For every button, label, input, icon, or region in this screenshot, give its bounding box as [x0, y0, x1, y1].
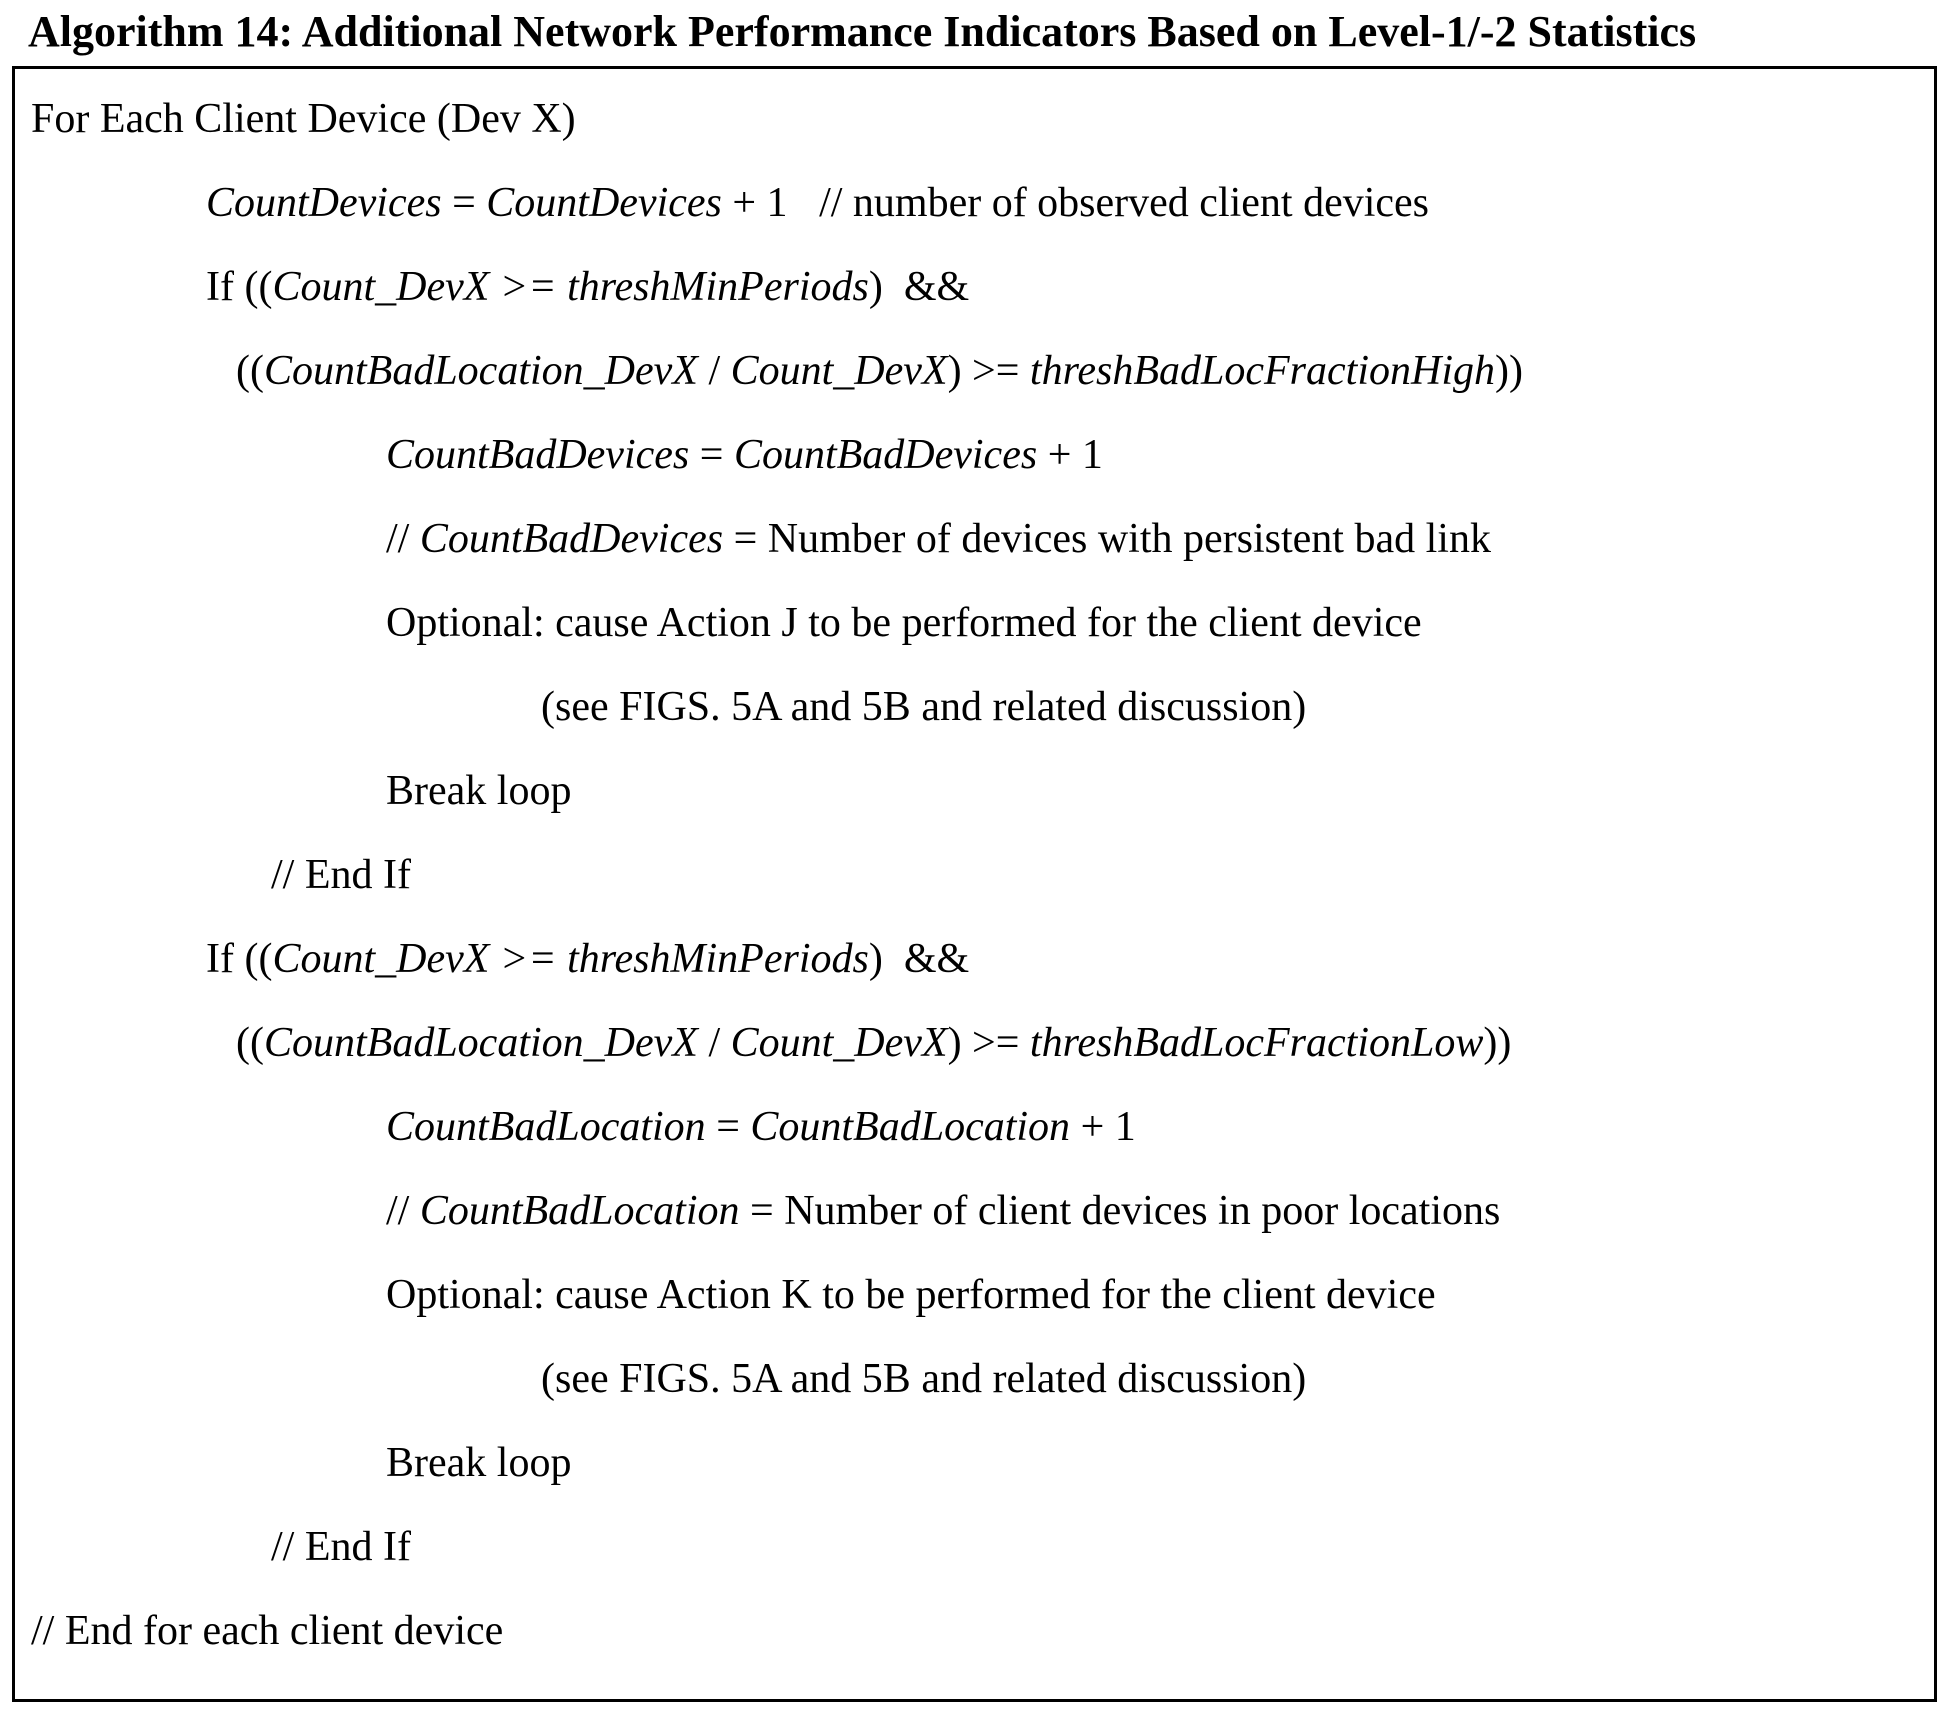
code-text: // [386, 516, 420, 562]
code-line [31, 161, 1920, 245]
code-identifier: CountBadLocation_DevX [263, 348, 698, 394]
code-line [31, 245, 1920, 329]
code-text: For Each Client Device (Dev X) [31, 96, 576, 142]
code-identifier: CountBadLocation [750, 1104, 1071, 1150]
code-identifier: CountBadLocation [386, 1104, 706, 1150]
code-line [31, 497, 1920, 581]
algorithm-title: Algorithm 14: Additional Network Performance Indicators Based on Level-1/-2 Statistics [28, 7, 1697, 56]
code-text: / [697, 348, 731, 394]
code-identifier: CountBadDevices [733, 432, 1038, 478]
code-text: ) && [868, 936, 970, 982]
code-text: Break loop [386, 1440, 572, 1486]
code-line [31, 1337, 1920, 1421]
algorithm-box [12, 66, 1937, 1702]
code-line [31, 581, 1920, 665]
code-identifier: CountDevices [486, 180, 722, 226]
code-text: = [689, 432, 734, 478]
code-text: + 1 [1070, 1104, 1136, 1150]
code-line [31, 1001, 1920, 1085]
code-line [31, 1421, 1920, 1505]
code-text: ) && [868, 264, 970, 310]
code-text: + 1 [721, 180, 820, 226]
code-identifier: CountBadLocation [419, 1188, 740, 1234]
code-text: // End If [271, 852, 411, 898]
code-line [31, 1253, 1920, 1337]
code-lines [31, 77, 1920, 1673]
code-identifier: CountBadDevices [419, 516, 724, 562]
code-line [31, 1589, 1920, 1673]
code-identifier: threshBadLocFractionHigh [1029, 348, 1495, 394]
code-text: Optional: cause Action J to be performed for the client device [386, 600, 1422, 646]
code-line [31, 1169, 1920, 1253]
code-text: + 1 [1037, 432, 1103, 478]
code-text: // number of observed client devices [819, 180, 1430, 226]
code-text: = [705, 1104, 751, 1150]
code-text: / [697, 1020, 731, 1066]
code-text: // End for each client device [31, 1608, 504, 1654]
code-identifier: CountBadLocation_DevX [263, 1020, 698, 1066]
code-text: (( [236, 1020, 264, 1066]
code-text: Break loop [386, 768, 572, 814]
code-text: If (( [206, 264, 273, 310]
code-line [31, 77, 1920, 161]
code-text: // End If [271, 1524, 411, 1570]
code-text: Optional: cause Action K to be performed for the client device [386, 1272, 1436, 1318]
code-line [31, 1505, 1920, 1589]
code-identifier: Count_DevX >= threshMinPeriods [272, 936, 869, 982]
code-identifier: Count_DevX [730, 1020, 948, 1066]
code-line [31, 413, 1920, 497]
code-text: If (( [206, 936, 273, 982]
code-line [31, 329, 1920, 413]
code-identifier: Count_DevX >= threshMinPeriods [272, 264, 869, 310]
code-line [31, 665, 1920, 749]
code-text: = Number of client devices in poor locations [739, 1188, 1501, 1234]
code-line [31, 1085, 1920, 1169]
code-line [31, 749, 1920, 833]
code-identifier: Count_DevX [730, 348, 948, 394]
code-line [31, 833, 1920, 917]
code-text: )) [1483, 1020, 1512, 1066]
code-text: // [386, 1188, 420, 1234]
code-line [31, 917, 1920, 1001]
code-text: ) >= [947, 1020, 1030, 1066]
code-identifier: threshBadLocFractionLow [1029, 1020, 1484, 1066]
code-text: (( [236, 348, 264, 394]
code-identifier: CountDevices [206, 180, 442, 226]
code-text: (see FIGS. 5A and 5B and related discussion) [541, 1356, 1307, 1402]
code-identifier: CountBadDevices [386, 432, 690, 478]
code-text: = [441, 180, 487, 226]
code-text: )) [1495, 348, 1523, 394]
code-text: = Number of devices with persistent bad link [723, 516, 1491, 562]
code-text: (see FIGS. 5A and 5B and related discussion) [541, 684, 1307, 730]
code-text: ) >= [947, 348, 1030, 394]
